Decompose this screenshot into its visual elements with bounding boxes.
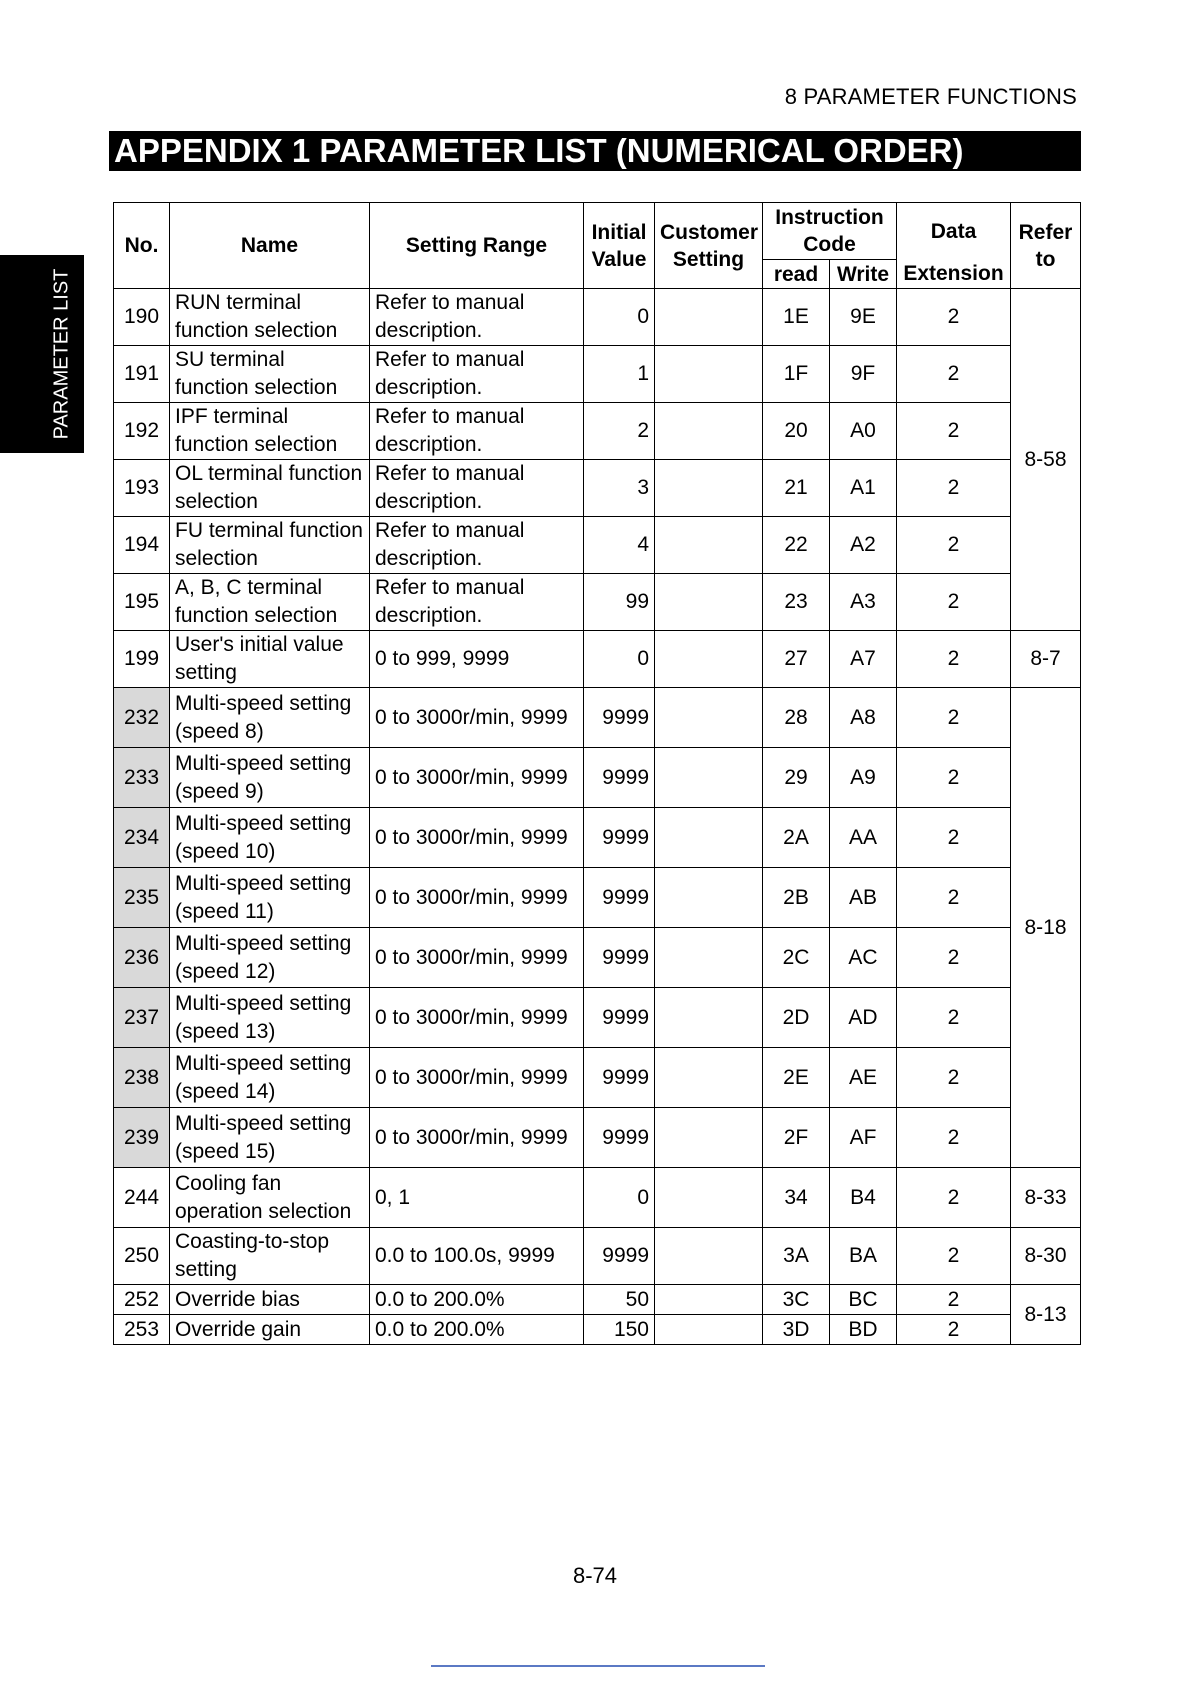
cell-name: IPF terminal function selection [170, 403, 370, 460]
cell-refer-to: 8-7 [1011, 631, 1081, 688]
cell-initial-value: 9999 [584, 748, 655, 808]
cell-data-extension: 2 [897, 1108, 1011, 1168]
cell-write-code: A3 [830, 574, 897, 631]
table-row [114, 808, 1081, 868]
cell-customer-setting [655, 1315, 763, 1345]
cell-read-code: 28 [763, 688, 830, 748]
cell-data-extension: 2 [897, 289, 1011, 346]
cell-refer-to: 8-58 [1011, 289, 1081, 631]
cell-customer-setting [655, 631, 763, 688]
cell-name: Multi-speed setting (speed 15) [170, 1108, 370, 1168]
cell-write-code: A9 [830, 748, 897, 808]
cell-initial-value: 9999 [584, 1108, 655, 1168]
cell-no: 199 [114, 631, 170, 688]
cell-data-extension: 2 [897, 808, 1011, 868]
header-name: Name [170, 203, 370, 289]
table-row [114, 1228, 1081, 1285]
cell-initial-value: 3 [584, 460, 655, 517]
cell-initial-value: 99 [584, 574, 655, 631]
cell-setting-range: 0.0 to 100.0s, 9999 [370, 1228, 584, 1285]
cell-no: 235 [114, 868, 170, 928]
cell-initial-value: 9999 [584, 1048, 655, 1108]
table-body [114, 289, 1081, 1345]
header-data: Data [897, 203, 1011, 260]
cell-read-code: 2D [763, 988, 830, 1048]
cell-setting-range: 0 to 3000r/min, 9999 [370, 988, 584, 1048]
cell-write-code: AC [830, 928, 897, 988]
cell-read-code: 2A [763, 808, 830, 868]
cell-data-extension: 2 [897, 928, 1011, 988]
cell-setting-range: 0.0 to 200.0% [370, 1285, 584, 1315]
cell-read-code: 21 [763, 460, 830, 517]
cell-setting-range: Refer to manual description. [370, 574, 584, 631]
cell-read-code: 2F [763, 1108, 830, 1168]
cell-name: OL terminal function selection [170, 460, 370, 517]
page-number: 8-74 [572, 1563, 618, 1588]
cell-name: RUN terminal function selection [170, 289, 370, 346]
cell-write-code: AE [830, 1048, 897, 1108]
cell-setting-range: 0.0 to 200.0% [370, 1315, 584, 1345]
cell-setting-range: Refer to manual description. [370, 403, 584, 460]
cell-name: Multi-speed setting (speed 13) [170, 988, 370, 1048]
table-row [114, 346, 1081, 403]
cell-name: FU terminal function selection [170, 517, 370, 574]
cell-read-code: 27 [763, 631, 830, 688]
cell-name: Override bias [170, 1285, 370, 1315]
table-row [114, 403, 1081, 460]
cell-read-code: 2C [763, 928, 830, 988]
cell-write-code: BD [830, 1315, 897, 1345]
cell-no: 238 [114, 1048, 170, 1108]
cell-refer-to: 8-13 [1011, 1285, 1081, 1345]
cell-write-code: B4 [830, 1168, 897, 1228]
cell-no: 239 [114, 1108, 170, 1168]
cell-no: 195 [114, 574, 170, 631]
cell-name: Multi-speed setting (speed 12) [170, 928, 370, 988]
cell-customer-setting [655, 808, 763, 868]
header-initial-value: Initial Value [584, 203, 655, 289]
cell-no: 244 [114, 1168, 170, 1228]
cell-initial-value: 9999 [584, 928, 655, 988]
bottom-rule [431, 1665, 765, 1667]
table-row [114, 460, 1081, 517]
cell-read-code: 3A [763, 1228, 830, 1285]
cell-setting-range: 0 to 3000r/min, 9999 [370, 1108, 584, 1168]
cell-data-extension: 2 [897, 1285, 1011, 1315]
cell-setting-range: 0 to 3000r/min, 9999 [370, 688, 584, 748]
side-tab [0, 255, 84, 453]
cell-write-code: A8 [830, 688, 897, 748]
table-row [114, 631, 1081, 688]
cell-no: 252 [114, 1285, 170, 1315]
cell-setting-range: Refer to manual description. [370, 460, 584, 517]
header-customer-setting: Customer Setting [655, 203, 763, 289]
cell-write-code: A1 [830, 460, 897, 517]
cell-write-code: AD [830, 988, 897, 1048]
header-instruction-code: Instruction Code [763, 203, 897, 260]
cell-no: 234 [114, 808, 170, 868]
cell-initial-value: 50 [584, 1285, 655, 1315]
cell-initial-value: 9999 [584, 1228, 655, 1285]
cell-initial-value: 150 [584, 1315, 655, 1345]
cell-data-extension: 2 [897, 1168, 1011, 1228]
cell-data-extension: 2 [897, 868, 1011, 928]
cell-read-code: 22 [763, 517, 830, 574]
cell-no: 192 [114, 403, 170, 460]
cell-customer-setting [655, 988, 763, 1048]
cell-customer-setting [655, 1048, 763, 1108]
table-row [114, 574, 1081, 631]
cell-initial-value: 9999 [584, 688, 655, 748]
cell-setting-range: 0 to 3000r/min, 9999 [370, 868, 584, 928]
cell-data-extension: 2 [897, 1228, 1011, 1285]
cell-name: Override gain [170, 1315, 370, 1345]
cell-refer-to: 8-30 [1011, 1228, 1081, 1285]
table-row [114, 1168, 1081, 1228]
cell-no: 190 [114, 289, 170, 346]
cell-name: A, B, C terminal function selection [170, 574, 370, 631]
header-extension: Extension [897, 260, 1011, 289]
cell-data-extension: 2 [897, 403, 1011, 460]
cell-read-code: 1F [763, 346, 830, 403]
cell-name: Multi-speed setting (speed 9) [170, 748, 370, 808]
cell-data-extension: 2 [897, 988, 1011, 1048]
cell-data-extension: 2 [897, 346, 1011, 403]
header-refer-to: Refer to [1011, 203, 1081, 289]
cell-setting-range: 0 to 3000r/min, 9999 [370, 808, 584, 868]
cell-initial-value: 9999 [584, 808, 655, 868]
header-read: read [763, 260, 830, 289]
cell-setting-range: 0, 1 [370, 1168, 584, 1228]
cell-name: Coasting-to-stop setting [170, 1228, 370, 1285]
cell-setting-range: 0 to 999, 9999 [370, 631, 584, 688]
cell-customer-setting [655, 1228, 763, 1285]
cell-no: 191 [114, 346, 170, 403]
cell-read-code: 2B [763, 868, 830, 928]
cell-write-code: AB [830, 868, 897, 928]
cell-read-code: 20 [763, 403, 830, 460]
table-row [114, 988, 1081, 1048]
cell-initial-value: 9999 [584, 868, 655, 928]
cell-read-code: 3D [763, 1315, 830, 1345]
cell-initial-value: 1 [584, 346, 655, 403]
cell-data-extension: 2 [897, 748, 1011, 808]
cell-data-extension: 2 [897, 517, 1011, 574]
cell-read-code: 29 [763, 748, 830, 808]
cell-data-extension: 2 [897, 460, 1011, 517]
cell-customer-setting [655, 1168, 763, 1228]
cell-data-extension: 2 [897, 688, 1011, 748]
cell-write-code: 9E [830, 289, 897, 346]
cell-customer-setting [655, 574, 763, 631]
cell-write-code: A7 [830, 631, 897, 688]
cell-customer-setting [655, 403, 763, 460]
table-row [114, 1108, 1081, 1168]
cell-no: 232 [114, 688, 170, 748]
table-row [114, 928, 1081, 988]
cell-name: Cooling fan operation selection [170, 1168, 370, 1228]
cell-name: Multi-speed setting (speed 10) [170, 808, 370, 868]
table-row [114, 289, 1081, 346]
cell-write-code: AF [830, 1108, 897, 1168]
cell-name: SU terminal function selection [170, 346, 370, 403]
cell-write-code: BC [830, 1285, 897, 1315]
cell-setting-range: 0 to 3000r/min, 9999 [370, 928, 584, 988]
cell-write-code: A2 [830, 517, 897, 574]
cell-read-code: 1E [763, 289, 830, 346]
cell-initial-value: 9999 [584, 988, 655, 1048]
cell-customer-setting [655, 1285, 763, 1315]
cell-no: 253 [114, 1315, 170, 1345]
cell-read-code: 2E [763, 1048, 830, 1108]
cell-customer-setting [655, 1108, 763, 1168]
cell-name: Multi-speed setting (speed 14) [170, 1048, 370, 1108]
cell-customer-setting [655, 517, 763, 574]
cell-no: 233 [114, 748, 170, 808]
cell-name: Multi-speed setting (speed 11) [170, 868, 370, 928]
cell-data-extension: 2 [897, 574, 1011, 631]
cell-no: 194 [114, 517, 170, 574]
cell-initial-value: 0 [584, 289, 655, 346]
table-row [114, 517, 1081, 574]
cell-customer-setting [655, 868, 763, 928]
cell-data-extension: 2 [897, 631, 1011, 688]
side-tab-label: PARAMETER LIST [50, 268, 73, 440]
cell-write-code: A0 [830, 403, 897, 460]
section-header: 8 PARAMETER FUNCTIONS [784, 84, 1077, 109]
cell-write-code: BA [830, 1228, 897, 1285]
table-row [114, 1315, 1081, 1345]
cell-name: Multi-speed setting (speed 8) [170, 688, 370, 748]
cell-setting-range: Refer to manual description. [370, 517, 584, 574]
table-row [114, 868, 1081, 928]
cell-initial-value: 0 [584, 631, 655, 688]
table-row [114, 748, 1081, 808]
cell-customer-setting [655, 688, 763, 748]
cell-initial-value: 2 [584, 403, 655, 460]
cell-name: User's initial value setting [170, 631, 370, 688]
cell-customer-setting [655, 928, 763, 988]
cell-setting-range: 0 to 3000r/min, 9999 [370, 1048, 584, 1108]
cell-customer-setting [655, 346, 763, 403]
cell-setting-range: Refer to manual description. [370, 346, 584, 403]
cell-setting-range: Refer to manual description. [370, 289, 584, 346]
cell-no: 237 [114, 988, 170, 1048]
cell-write-code: 9F [830, 346, 897, 403]
cell-no: 193 [114, 460, 170, 517]
cell-data-extension: 2 [897, 1315, 1011, 1345]
cell-initial-value: 4 [584, 517, 655, 574]
table-row [114, 1048, 1081, 1108]
cell-refer-to: 8-33 [1011, 1168, 1081, 1228]
cell-initial-value: 0 [584, 1168, 655, 1228]
cell-read-code: 34 [763, 1168, 830, 1228]
cell-customer-setting [655, 289, 763, 346]
cell-data-extension: 2 [897, 1048, 1011, 1108]
header-no: No. [114, 203, 170, 289]
cell-setting-range: 0 to 3000r/min, 9999 [370, 748, 584, 808]
parameter-table [113, 202, 1081, 1345]
cell-read-code: 23 [763, 574, 830, 631]
cell-no: 250 [114, 1228, 170, 1285]
header-setting-range: Setting Range [370, 203, 584, 289]
cell-refer-to: 8-18 [1011, 688, 1081, 1168]
header-write: Write [830, 260, 897, 289]
cell-customer-setting [655, 748, 763, 808]
cell-write-code: AA [830, 808, 897, 868]
table-row [114, 1285, 1081, 1315]
cell-customer-setting [655, 460, 763, 517]
cell-no: 236 [114, 928, 170, 988]
cell-read-code: 3C [763, 1285, 830, 1315]
page-title: APPENDIX 1 PARAMETER LIST (NUMERICAL ORDER) [109, 131, 1081, 171]
table-row [114, 688, 1081, 748]
